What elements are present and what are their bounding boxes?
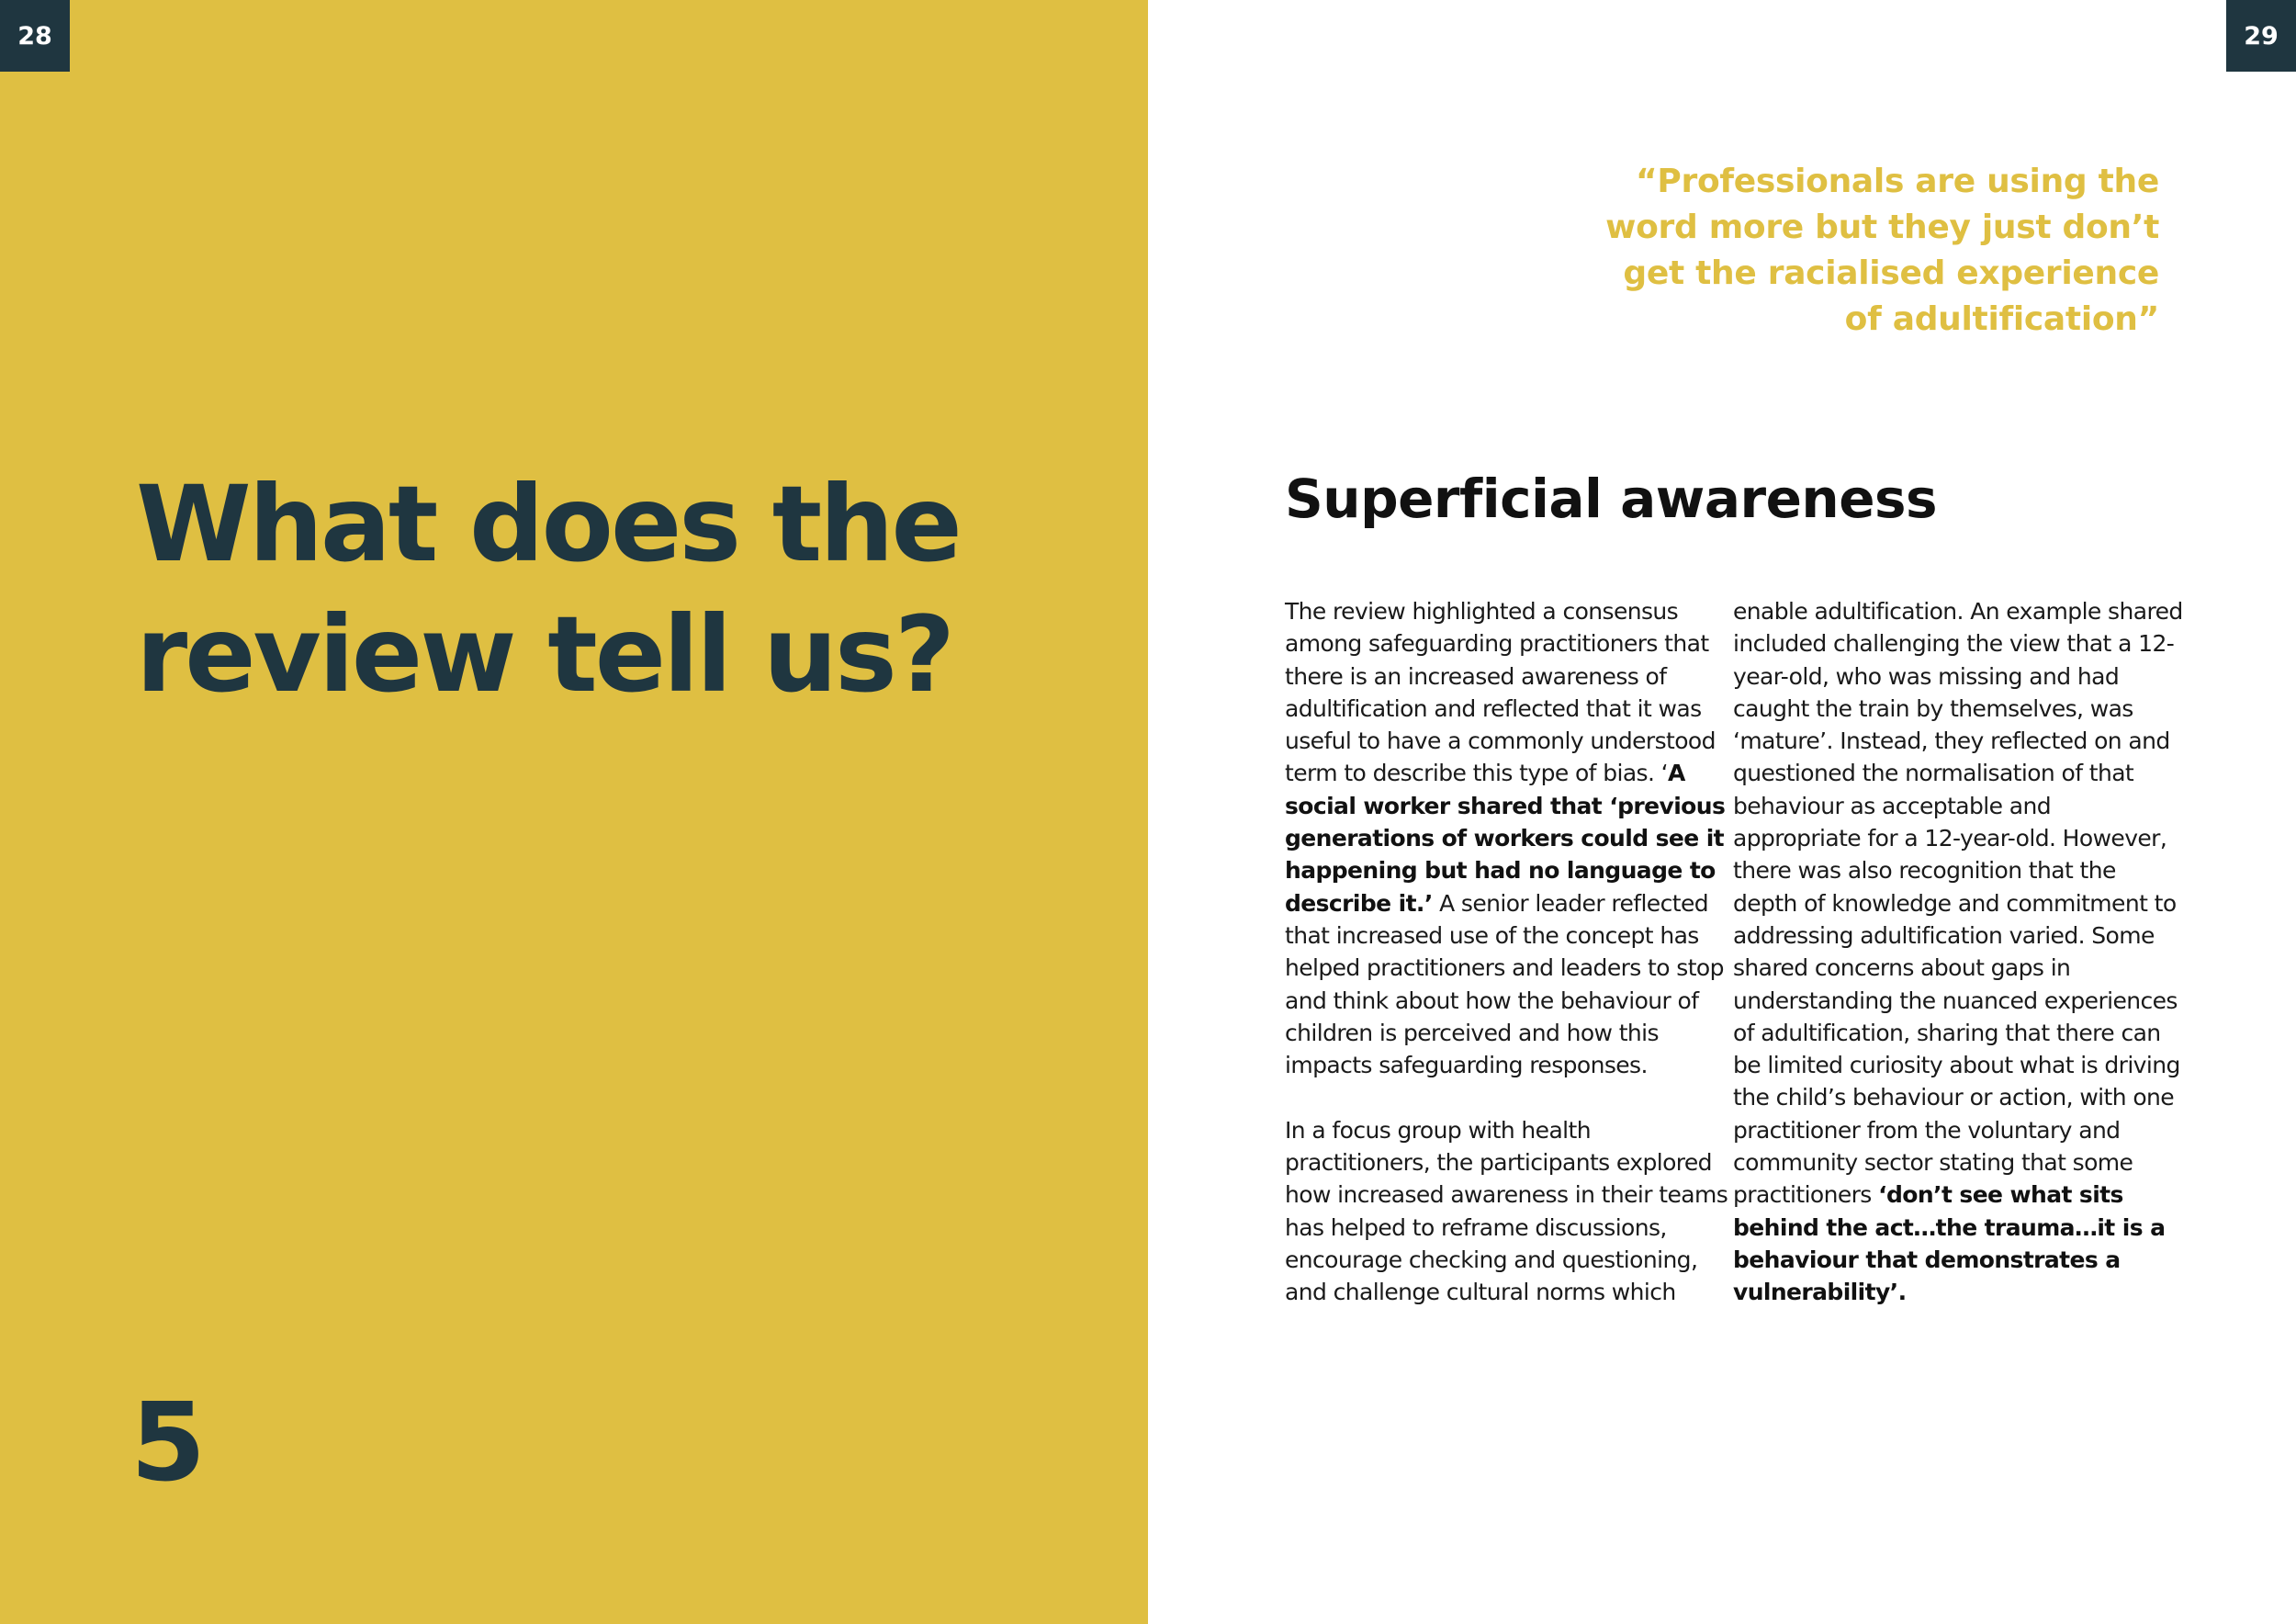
body-column-2 <box>1733 595 2183 1341</box>
right-page <box>1148 0 2296 1624</box>
chapter-title <box>136 459 1054 720</box>
pull-quote-line1: “Professionals are using the <box>1636 163 2159 200</box>
body-paragraph <box>1285 1114 1735 1309</box>
body-text: The review highlighted a consensus among safeguarding practitioners that there is an increased awareness of adultification and reflected that it was useful to have a commonly understood term to describe this type of bias. ‘ <box>1285 598 1716 787</box>
chapter-title-line2: review tell us? <box>136 593 953 716</box>
pull-quote-line2: word more but they just don’t <box>1605 209 2159 246</box>
body-text: In a focus group with health practitioners, the participants explored how increased awareness in their teams has helped to reframe discussions, encourage checking and questioning, and challenge cultural norms which <box>1285 1116 1728 1306</box>
pull-quote-line4: of adultification” <box>1844 300 2159 338</box>
section-title: Superficial awareness <box>1285 468 1938 530</box>
body-bold-quote: A social worker shared that ‘previous generations of workers could see it happening but had no language to describe it.’ <box>1285 760 1726 917</box>
body-paragraph <box>1733 595 2183 1309</box>
page-number-right: 29 <box>2226 0 2296 72</box>
pull-quote-line3: get the racialised experience <box>1623 254 2159 292</box>
body-paragraph <box>1285 595 1735 1081</box>
pull-quote <box>1590 159 2159 343</box>
chapter-title-line1: What does the <box>136 463 960 585</box>
chapter-number: 5 <box>130 1379 207 1506</box>
body-text: enable adultification. An example shared included challenging the view that a 12-year-old, who was missing and had caught the train by themselves, was ‘mature’. Instead, they reflected on and questioned the normalisation of that behaviour as acceptable and appropriate for a 12-year-old. However, there was also recognition that the depth of knowledge and commitment to addressing adultification varied. Some shared concerns about gaps in understanding the nuanced experiences of adultification, sharing that there can be limited curiosity about what is driving the child’s behaviour or action, with one practitioner from the voluntary and community sector stating that some practitioners <box>1733 598 2183 1209</box>
body-bold-quote: ‘don’t see what sits behind the act…the trauma…it is a behaviour that demonstrates a vulnerability’. <box>1733 1181 2166 1306</box>
body-column-1 <box>1285 595 1735 1341</box>
body-text: A senior leader reflected that increased use of the concept has helped practitioners and leaders to stop and think about how the behaviour of children is perceived and how this impacts safeguarding responses. <box>1285 889 1724 1079</box>
page-number-left: 28 <box>0 0 70 72</box>
